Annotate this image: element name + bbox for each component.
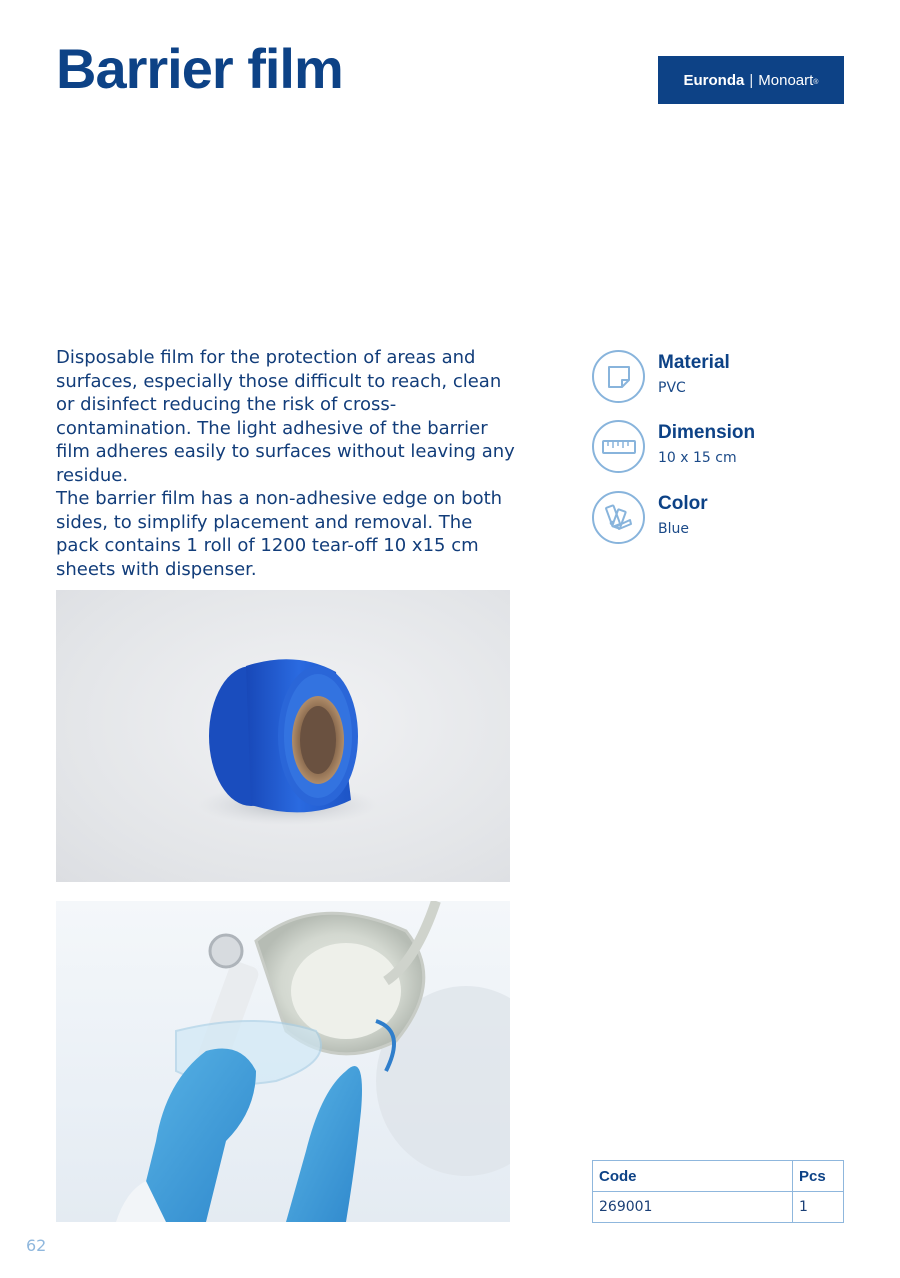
brand-logo [658, 56, 844, 104]
usage-photo [56, 901, 510, 1222]
product-description [56, 346, 516, 581]
brand-registered-mark: ® [813, 78, 819, 86]
brand-secondary: Monoart [758, 71, 814, 89]
page-title: Barrier film [56, 37, 343, 100]
spec-material [592, 350, 852, 406]
spec-label: Dimension [658, 422, 756, 443]
spec-label: Material [658, 352, 730, 373]
spec-value: Blue [658, 521, 689, 537]
table-row [593, 1192, 844, 1223]
page-number: 62 [26, 1236, 47, 1255]
description-paragraph: Disposable film for the protection of areas and surfaces, especially those difficult to reach, clean or disinfect reducing the risk of cross-contamination. The light adhesive of the barrier film adheres easily to surfaces without leaving any residue. [56, 347, 515, 486]
spec-value: PVC [658, 380, 686, 396]
spec-dimension [592, 420, 852, 476]
table-header-row [593, 1161, 844, 1192]
brand-separator: | [749, 71, 754, 89]
spec-label: Color [658, 493, 708, 514]
ruler-icon [592, 420, 645, 473]
product-code-table [592, 1160, 844, 1223]
material-icon [592, 350, 645, 403]
table-header-code: Code [593, 1161, 793, 1192]
table-cell-code: 269001 [593, 1192, 793, 1223]
spec-value: 10 x 15 cm [658, 450, 737, 466]
description-paragraph: The barrier film has a non-adhesive edge on both sides, to simplify placement and removal. The pack contains 1 roll of 1200 tear-off 10 x15 cm sheets with dispenser. [56, 488, 503, 580]
spec-color [592, 491, 852, 547]
table-cell-pcs: 1 [793, 1192, 844, 1223]
brand-primary: Euronda [683, 71, 745, 89]
product-roll-photo [56, 590, 510, 882]
table-header-pcs: Pcs [793, 1161, 844, 1192]
color-swatch-icon [592, 491, 645, 544]
